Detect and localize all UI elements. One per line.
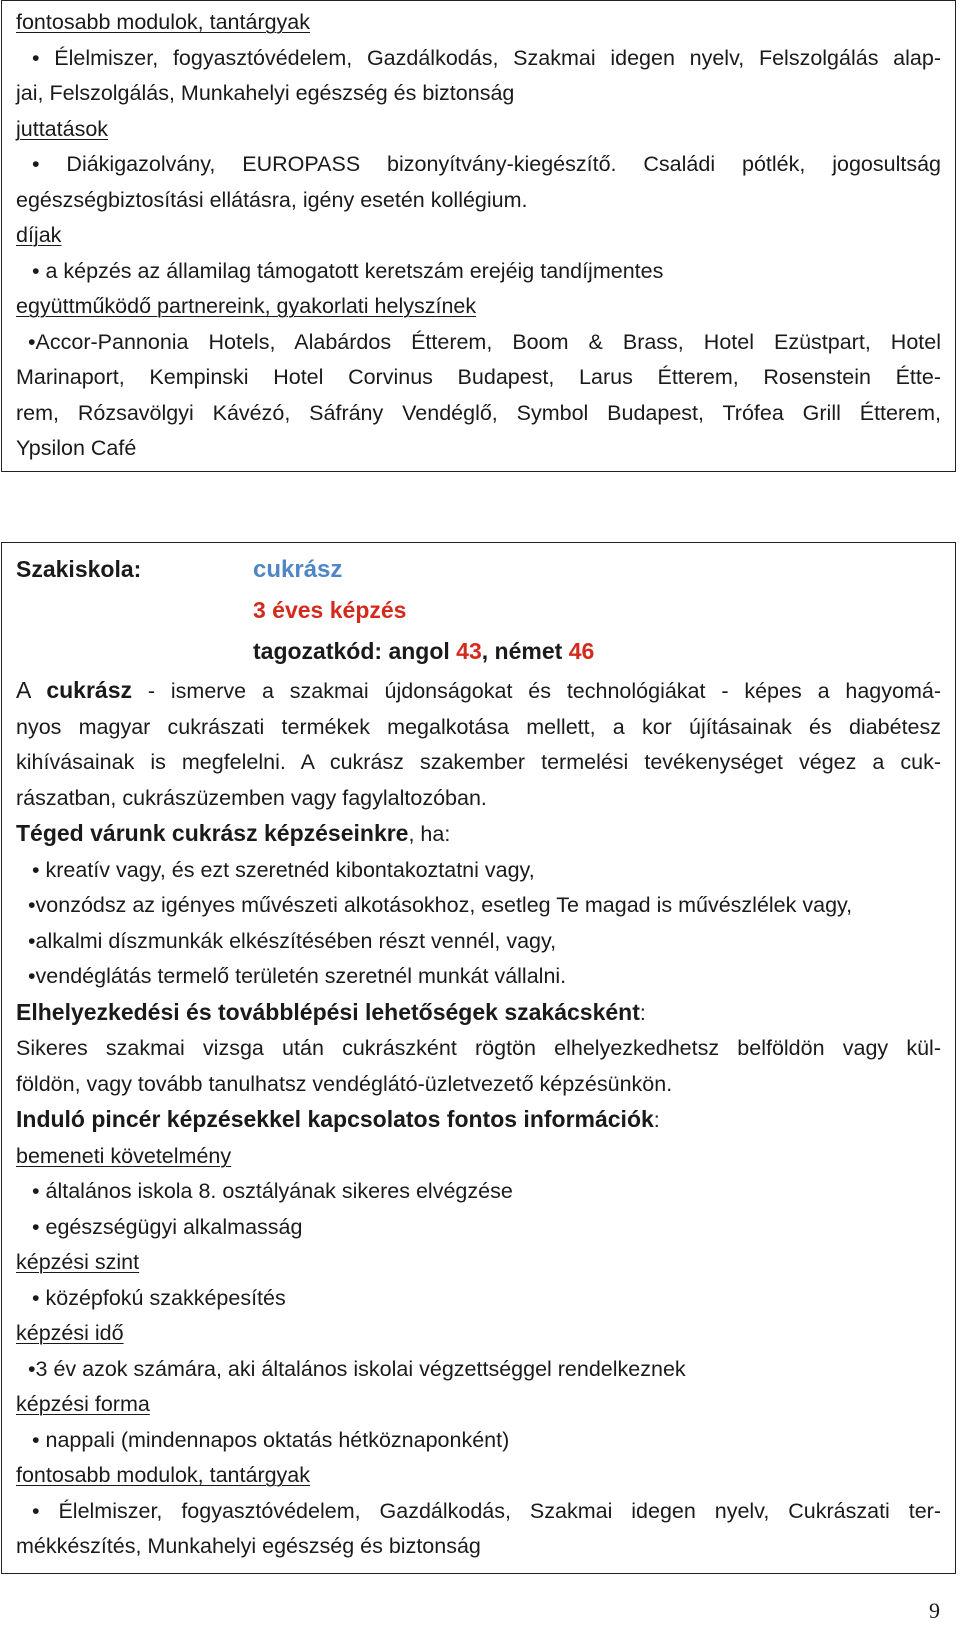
intro-line: rászatban, cukrászüzemben vagy fagylaltozóban. [16,785,487,810]
intro-line [16,673,941,710]
fees-heading: díjak [16,223,62,247]
modules-line: • Élelmiszer, fogyasztóvédelem, Gazdálkodás, Szakmai idegen nyelv, Cukrászati ter- [32,1498,941,1523]
code-row [16,631,941,673]
form-bullet: • nappali (mindennapos oktatás hétköznaponként) [32,1427,510,1452]
intro-rest: - ismerve a szakmai újdonságokat és technológiákat - képes a hagyomá- [132,679,941,703]
wait-bullet: • kreatív vagy, és ezt szeretnéd kibontakoztatni vagy, [32,857,535,882]
code-mid: , német [481,638,569,664]
duration-row [16,591,941,631]
career-heading [16,995,941,1032]
intro-a: A [16,677,47,703]
modules-heading: fontosabb modulok, tantárgyak [16,1463,311,1487]
modules-line: jai, Felszolgálás, Munkahelyi egészség és biztonság [16,81,515,105]
level-heading: képzési szint [16,1250,140,1274]
time-heading: képzési idő [16,1321,124,1345]
modules-line: mékkészítés, Munkahelyi egészség és biztonság [16,1534,481,1558]
requirements-bullet: • általános iskola 8. osztályának sikeres elvégzése [32,1179,513,1203]
modules-heading: fontosabb modulok, tantárgyak [16,10,311,34]
info-colon: : [653,1108,660,1132]
requirements-bullet: • egészségügyi alkalmasság [32,1214,303,1239]
partners-line: Ypsilon Café [16,436,137,460]
wait-bullet: •vendéglátás termelő területén szeretnél munkát vállalni. [28,964,567,988]
benefits-heading: juttatások [16,116,109,141]
wait-bullet: •alkalmi díszmunkák elkészítésében részt vennél, vagy, [28,928,557,953]
benefits-line: egészségbiztosítási ellátásra, igény esetén kollégium. [16,187,528,212]
modules-line: • Élelmiszer, fogyasztóvédelem, Gazdálkodás, Szakmai idegen nyelv, Felszolgálás alap- [32,45,941,70]
wait-bold: Téged várunk cukrász képzéseinkre [16,820,409,846]
info-bold: Induló pincér képzésekkel kapcsolatos fontos információk [16,1106,654,1132]
intro-line: nyos magyar cukrászati termékek megalkotása mellett, a kor újításainak és diabétesz [16,714,941,739]
intro-line: kihívásainak is megfelelni. A cukrász szakember termelési tevékenységet végez a cuk- [16,750,941,774]
section-code [253,631,594,671]
program-title-row [16,549,941,591]
code-english: 43 [456,638,482,664]
benefits-line: • Diákigazolvány, EUROPASS bizonyítvány-kiegészítő. Családi pótlék, jogosultság [32,152,941,176]
page-number: 9 [929,1598,940,1623]
time-bullet: •3 év azok számára, aki általános iskolai végzettséggel rendelkeznek [28,1356,686,1381]
info-heading [16,1102,941,1139]
form-heading: képzési forma [16,1392,150,1416]
partners-line: rem, Rózsavölgyi Kávézó, Sáfrány Vendéglő, Symbol Budapest, Trófea Grill Étterem, [16,400,941,425]
wait-bullet: •vonzódsz az igényes művészeti alkotásokhoz, esetleg Te magad is művészlélek vagy, [28,893,853,917]
partners-heading: együttműködő partnereink, gyakorlati helyszínek [16,294,477,318]
code-german: 46 [568,638,595,664]
fees-line: • a képzés az államilag támogatott keretszám erejéig tandíjmentes [32,258,664,283]
code-prefix: tagozatkód: angol [253,638,457,664]
career-line: földön, vagy tovább tanulhatsz vendéglátó-üzletvezető képzésünkön. [16,1071,673,1096]
confectioner-program-box [1,542,956,1574]
duration: 3 éves képzés [253,597,407,623]
previous-program-box [1,0,956,472]
school-label: Szakiskola: [16,556,142,582]
wait-rest: , ha: [408,822,451,846]
requirements-heading: bemeneti követelmény [16,1143,232,1168]
intro-bold: cukrász [46,677,133,703]
career-colon: : [639,1000,646,1025]
partners-line: Marinaport, Kempinski Hotel Corvinus Budapest, Larus Étterem, Rosenstein Étte- [16,365,941,389]
career-bold: Elhelyezkedési és továbblépési lehetőségek szakácsként [16,998,640,1025]
profession-title: cukrász [253,556,343,583]
wait-heading [16,816,941,853]
partners-line: •Accor-Pannonia Hotels, Alabárdos Étterem, Boom & Brass, Hotel Ezüstpart, Hotel [28,329,941,354]
career-line: Sikeres szakmai vizsga után cukrászként rögtön elhelyezkedhetsz belföldön vagy kül- [16,1036,941,1060]
level-bullet: • középfokú szakképesítés [32,1285,286,1310]
